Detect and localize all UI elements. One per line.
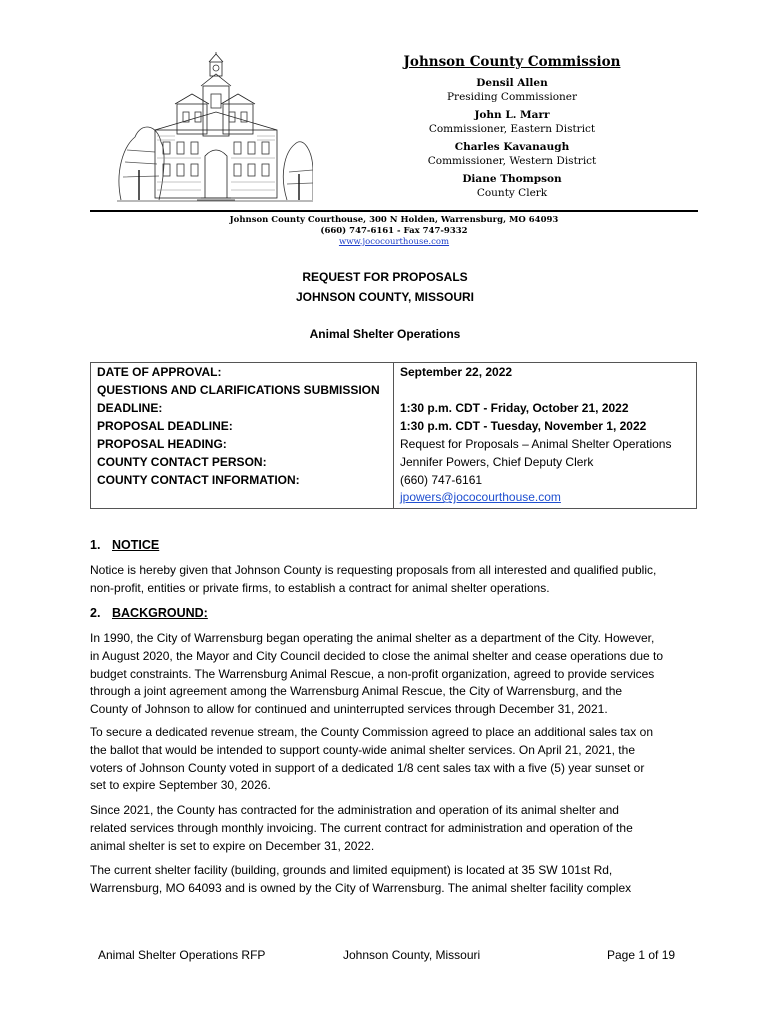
- info-table: [90, 362, 697, 509]
- text-line: the ballot that would be intended to support county-wide animal shelter services. On April 21, 2021, the: [90, 742, 635, 757]
- text-line: set to expire September 30, 2026.: [90, 778, 271, 793]
- background-paragraph-1: [90, 630, 700, 719]
- official-name: Diane Thompson: [462, 173, 562, 185]
- section-title: NOTICE: [112, 538, 160, 552]
- document-subtitle: Animal Shelter Operations: [309, 327, 461, 341]
- organization-name: Johnson County Commission: [403, 54, 621, 70]
- section-number: 2.: [90, 606, 101, 620]
- official-role: Commissioner, Western District: [427, 155, 597, 167]
- courthouse-address: Johnson County Courthouse, 300 N Holden, Warrensburg, MO 64093: [229, 215, 559, 225]
- footer-left: Animal Shelter Operations RFP: [98, 948, 266, 962]
- notice-paragraph: [90, 562, 700, 598]
- text-line: Since 2021, the County has contracted for the administration and operation of its animal shelter and: [90, 803, 619, 817]
- website-link[interactable]: www.jococourthouse.com: [338, 237, 450, 247]
- contact-email-link[interactable]: jpowers@jococourthouse.com: [400, 490, 561, 504]
- contact-person-label: COUNTY CONTACT PERSON:: [97, 455, 267, 469]
- text-line: In 1990, the City of Warrensburg began operating the animal shelter as a department of the City. However,: [90, 631, 655, 645]
- proposal-heading-value: Request for Proposals – Animal Shelter Operations: [400, 437, 672, 451]
- text-line: animal shelter is set to expire on December 31, 2022.: [90, 838, 375, 853]
- text-line: voters of Johnson County voted in support of a dedicated 1/8 cent sales tax with a five (5) year sunset or: [90, 760, 645, 775]
- document-title-line2: JOHNSON COUNTY, MISSOURI: [295, 290, 475, 304]
- text-line: through a joint agreement among the Warrensburg Animal Rescue, the City of Warrensburg, and the: [90, 684, 623, 699]
- text-line: budget constraints. The Warrensburg Animal Rescue, a non-profit organization, agreed to provide services: [90, 666, 655, 681]
- official-name: Densil Allen: [476, 77, 548, 89]
- text-line: County of Johnson to allow for continued and uninterrupted services through December 31, 2021.: [90, 702, 608, 717]
- table-column-divider: [393, 363, 394, 508]
- page-footer: [0, 948, 770, 966]
- text-line: Warrensburg, MO 64093 and is owned by the City of Warrensburg. The animal shelter facility complex: [90, 880, 632, 895]
- background-paragraph-4: [90, 862, 700, 898]
- section-title: BACKGROUND:: [112, 606, 208, 620]
- official-name: John L. Marr: [474, 109, 550, 121]
- official-name: Charles Kavanaugh: [454, 141, 570, 153]
- contact-phone: (660) 747-6161: [400, 473, 483, 487]
- background-paragraph-2: [90, 724, 700, 795]
- text-line: non-profit, entities or private firms, to establish a contract for animal shelter operations.: [90, 580, 550, 595]
- address-block: [90, 215, 698, 248]
- proposal-deadline-label: PROPOSAL DEADLINE:: [97, 419, 233, 433]
- contact-info-label: COUNTY CONTACT INFORMATION:: [97, 473, 300, 487]
- proposal-heading-label: PROPOSAL HEADING:: [97, 437, 227, 451]
- letterhead-divider: [90, 210, 698, 212]
- questions-label-line1: QUESTIONS AND CLARIFICATIONS SUBMISSION: [97, 383, 380, 397]
- page-number: Page 1 of 19: [607, 948, 676, 962]
- text-line: Notice is hereby given that Johnson County is requesting proposals from all interested and qualified public,: [90, 563, 657, 577]
- letterhead: [0, 0, 770, 255]
- text-line: To secure a dedicated revenue stream, the County Commission agreed to place an additional sales tax on: [90, 725, 653, 739]
- approval-value: September 22, 2022: [400, 365, 513, 379]
- text-line: in August 2020, the Mayor and City Council decided to close the animal shelter and cease operations due to: [90, 648, 664, 663]
- text-line: The current shelter facility (building, grounds and limited equipment) is located at 35 SW 101st Rd,: [90, 863, 613, 877]
- courthouse-illustration: [117, 52, 313, 202]
- section-heading-notice: [90, 538, 159, 552]
- approval-label: DATE OF APPROVAL:: [97, 365, 222, 379]
- questions-label-line2: DEADLINE:: [97, 401, 163, 415]
- text-line: related services through monthly invoicing. The current contract for administration and operation of the: [90, 820, 633, 835]
- section-heading-background: [90, 606, 208, 620]
- proposal-deadline-value: 1:30 p.m. CDT - Tuesday, November 1, 2022: [400, 419, 647, 433]
- phone-fax: (660) 747-6161 - Fax 747-9332: [320, 226, 468, 236]
- questions-value: 1:30 p.m. CDT - Friday, October 21, 2022: [400, 401, 629, 415]
- footer-center: Johnson County, Missouri: [343, 948, 481, 962]
- section-number: 1.: [90, 538, 101, 552]
- official-role: Commissioner, Eastern District: [428, 123, 596, 135]
- document-title-line1: REQUEST FOR PROPOSALS: [302, 270, 468, 284]
- contact-person-value: Jennifer Powers, Chief Deputy Clerk: [400, 455, 594, 469]
- official-role: County Clerk: [476, 187, 548, 199]
- background-paragraph-3: [90, 802, 700, 855]
- official-role: Presiding Commissioner: [446, 91, 578, 103]
- officials-block: [398, 54, 626, 204]
